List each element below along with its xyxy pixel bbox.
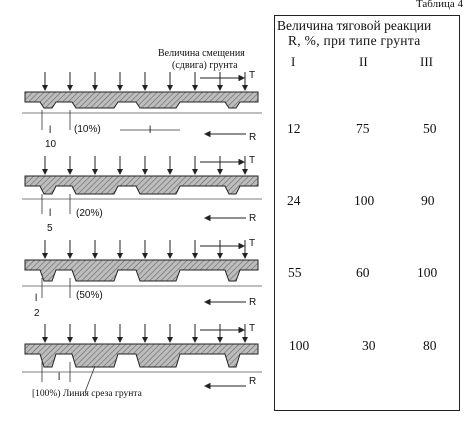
soil-track-band (25, 260, 258, 281)
column-header-soil-iii: III (420, 54, 433, 69)
span-label: l (58, 372, 61, 383)
fraction-numerator: l (49, 125, 52, 136)
force-t-label: T (249, 155, 256, 166)
shear-percent-label: (10%) (74, 124, 101, 135)
shear-percent-label: (20%) (76, 208, 103, 219)
force-t-label: T (249, 323, 256, 334)
soil-track-band (25, 92, 258, 108)
shear-percent-label: (50%) (76, 290, 103, 301)
shear-line-note: [100%) Линия среза грунта (32, 389, 142, 399)
table-cell: 100 (417, 265, 438, 280)
table-cell: 50 (423, 121, 437, 136)
table-caption: Таблица 4 (415, 0, 463, 10)
fraction-denominator: 5 (47, 223, 53, 234)
table-cell: 90 (421, 193, 435, 208)
force-r-label: R (249, 297, 257, 308)
force-r-label: R (249, 213, 257, 224)
table-cell: 55 (288, 265, 302, 280)
table-cell: 75 (356, 121, 370, 136)
force-r-label: R (249, 132, 257, 143)
force-t-label: T (249, 238, 256, 249)
table-header-line1: Величина тяговой реакции (277, 18, 432, 33)
displacement-label-line2: (сдвига) грунта (172, 60, 238, 71)
fraction-denominator: 2 (34, 308, 40, 319)
table-cell: 100 (289, 338, 310, 353)
fraction-numerator: l (35, 293, 38, 304)
span-label: l (149, 125, 152, 136)
column-header-soil-i: I (291, 54, 296, 69)
soil-track-band (25, 176, 258, 194)
column-header-soil-ii: II (359, 54, 368, 69)
table-cell: 30 (362, 338, 376, 353)
displacement-label-line1: Величина смещения (158, 48, 245, 59)
table-cell: 80 (423, 338, 437, 353)
fraction-numerator: l (49, 208, 52, 219)
table-cell: 12 (287, 121, 301, 136)
table-cell: 24 (287, 193, 301, 208)
table-cell: 100 (354, 193, 375, 208)
table-cell: 60 (356, 265, 370, 280)
table-header-line2: R, %, при типе грунта (288, 33, 421, 48)
fraction-denominator: 10 (45, 139, 57, 150)
force-t-label: T (249, 70, 256, 81)
force-r-label: R (249, 376, 257, 387)
soil-track-band (25, 344, 258, 367)
diagram-panels (22, 72, 262, 392)
